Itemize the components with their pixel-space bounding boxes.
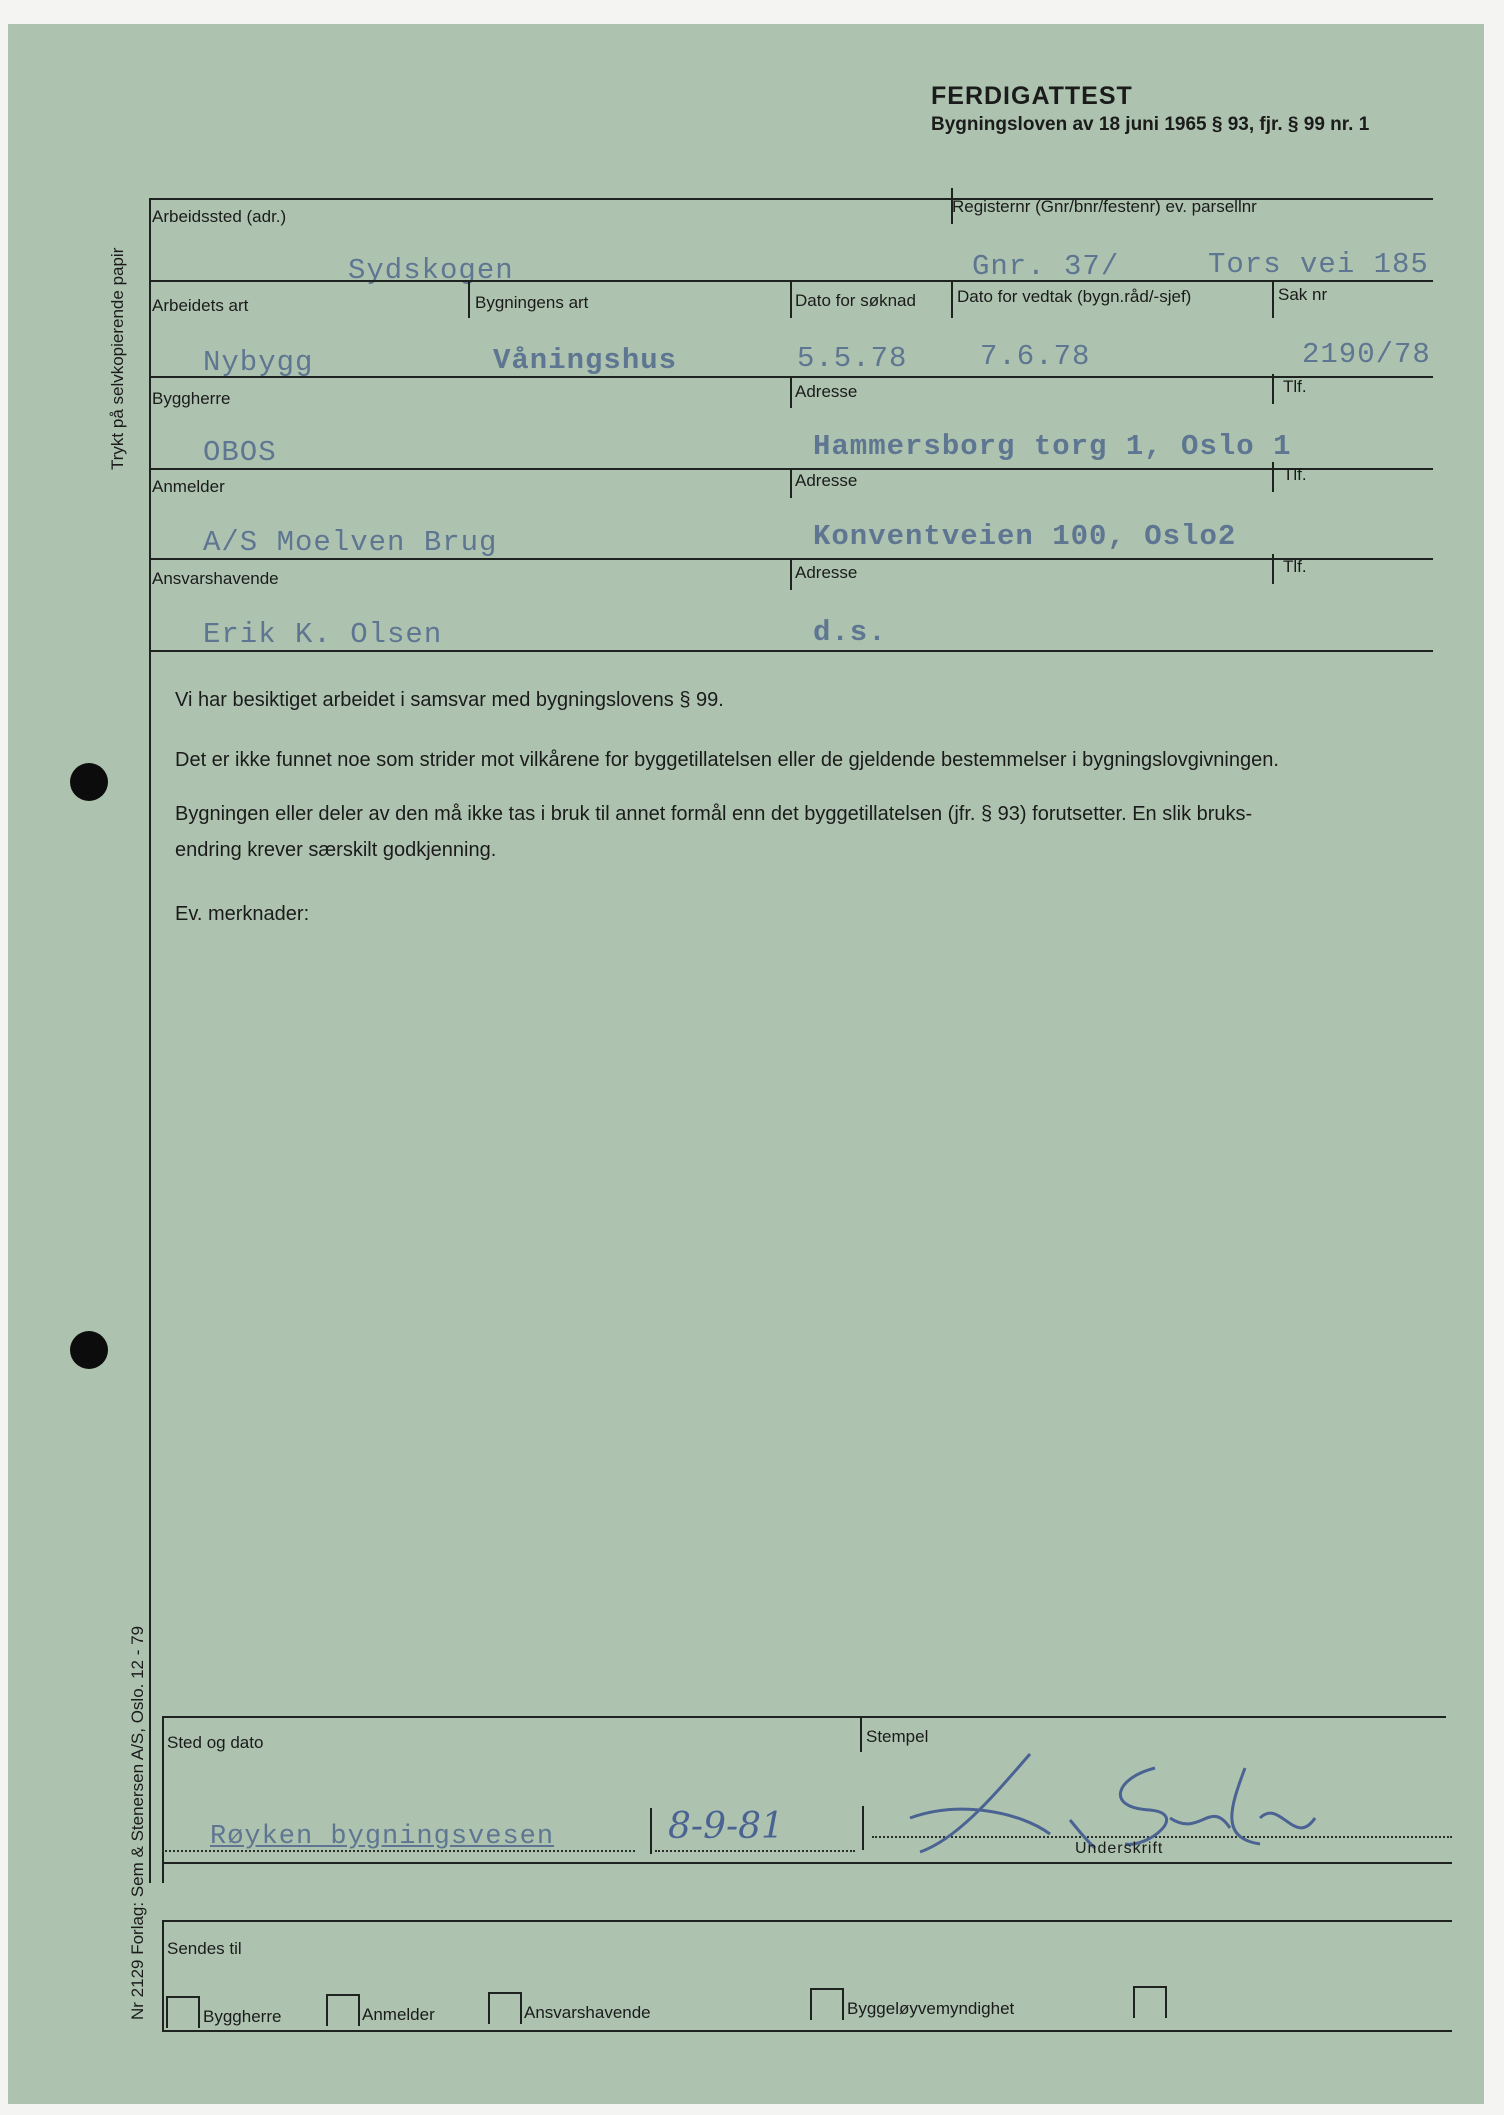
side-text-top: Trykt på selvkopierende papir xyxy=(108,247,127,470)
rule-sendes-bottom xyxy=(162,2030,1452,2032)
checkbox-blank[interactable] xyxy=(1133,1986,1167,2018)
label-dato-soknad: Dato for søknad xyxy=(795,291,916,310)
rule-v xyxy=(650,1808,652,1854)
label-option-byggherre: Byggherre xyxy=(203,2007,282,2026)
rule-v xyxy=(951,282,953,318)
rule-v xyxy=(1272,282,1274,318)
value-arbeidets-art: Nybygg xyxy=(203,346,314,379)
label-option-byggeloyvemyndighet: Byggeløyvemyndighet xyxy=(847,1999,1015,2018)
label-merknader: Ev. merknader: xyxy=(175,903,310,925)
label-byggherre-tlf: Tlf. xyxy=(1283,377,1307,396)
label-byggherre-adresse: Adresse xyxy=(795,382,858,401)
label-underskrift: Underskrift xyxy=(1075,1840,1164,1857)
value-byggherre-adresse: Hammersborg torg 1, Oslo 1 xyxy=(813,430,1292,463)
value-byggherre: OBOS xyxy=(203,436,277,469)
value-arbeidssted: Sydskogen xyxy=(348,254,514,287)
label-ansvarshavende-adresse: Adresse xyxy=(795,563,858,582)
form-subtitle: Bygningsloven av 18 juni 1965 § 93, fjr. § 99 nr. 1 xyxy=(931,114,1370,135)
value-bygningens-art: Våningshus xyxy=(493,344,678,377)
label-registernr: Registernr (Gnr/bnr/festenr) ev. parsellnr xyxy=(952,197,1257,216)
rule-v xyxy=(162,1920,164,2030)
label-ansvarshavende-tlf: Tlf. xyxy=(1283,557,1307,576)
rule-v xyxy=(862,1806,864,1850)
rule-row5 xyxy=(149,650,1433,652)
value-sted: Røyken bygningsvesen xyxy=(210,1822,555,1852)
value-ansvarshavende: Erik K. Olsen xyxy=(203,618,443,651)
rule-v xyxy=(162,1716,164,1883)
checkbox-byggeloyvemyndighet[interactable] xyxy=(810,1988,844,2020)
label-option-anmelder: Anmelder xyxy=(362,2005,435,2024)
label-anmelder-tlf: Tlf. xyxy=(1283,465,1307,484)
form-left-border xyxy=(149,198,151,1883)
checkbox-byggherre[interactable] xyxy=(166,1996,200,2028)
label-arbeidssted: Arbeidssted (adr.) xyxy=(152,207,287,226)
statement-no-conflict: Det er ikke funnet noe som strider mot vilkårene for byggetillatelsen eller de gjeldende bestemmelser i bygningslovgivningen. xyxy=(175,749,1279,771)
label-arbeidets-art: Arbeidets art xyxy=(152,296,249,315)
label-sak-nr: Sak nr xyxy=(1278,285,1328,304)
line-sted xyxy=(162,1850,635,1852)
side-text-bottom: Nr 2129 Forlag: Sem & Stenersen A/S, Oslo. 12 - 79 xyxy=(128,1625,147,2020)
label-dato-vedtak: Dato for vedtak (bygn.råd/-sjef) xyxy=(957,287,1192,306)
rule-v xyxy=(1272,554,1274,584)
value-registernr: Gnr. 37/ xyxy=(972,250,1120,283)
rule-v xyxy=(790,468,792,498)
value-sak-nr: 2190/78 xyxy=(1302,338,1431,371)
value-dato-soknad: 5.5.78 xyxy=(797,342,908,375)
punch-hole-top xyxy=(70,763,108,801)
label-anmelder-adresse: Adresse xyxy=(795,471,858,490)
statement-inspection: Vi har besiktiget arbeidet i samsvar med bygningslovens § 99. xyxy=(175,689,724,711)
value-dato-vedtak: 7.6.78 xyxy=(980,340,1091,373)
value-anmelder-adresse: Konventveien 100, Oslo2 xyxy=(813,520,1237,553)
statement-usage-cont: endring krever særskilt godkjenning. xyxy=(175,839,497,861)
rule-v xyxy=(790,560,792,590)
rule-v xyxy=(1272,462,1274,492)
checkbox-ansvarshavende[interactable] xyxy=(488,1992,522,2024)
rule-sig-bottom xyxy=(162,1862,1452,1864)
rule-v xyxy=(1272,374,1274,404)
label-option-ansvarshavende: Ansvarshavende xyxy=(524,2003,651,2022)
label-ansvarshavende: Ansvarshavende xyxy=(152,569,279,588)
line-dato xyxy=(655,1850,855,1852)
statement-usage: Bygningen eller deler av den må ikke tas i bruk til annet formål enn det byggetillatelsen (jfr. § 93) forutsetter. En slik bruks- xyxy=(175,803,1253,825)
label-stempel: Stempel xyxy=(866,1727,929,1746)
checkbox-anmelder[interactable] xyxy=(326,1994,360,2026)
label-bygningens-art: Bygningens art xyxy=(475,293,589,312)
value-ansvarshavende-adresse: d.s. xyxy=(813,616,887,649)
value-anmelder: A/S Moelven Brug xyxy=(203,526,498,559)
rule-sig-top xyxy=(162,1716,1446,1718)
label-sted-og-dato: Sted og dato xyxy=(167,1733,264,1752)
rule-v xyxy=(790,282,792,318)
label-anmelder: Anmelder xyxy=(152,477,225,496)
label-sendes-til: Sendes til xyxy=(167,1939,242,1958)
label-byggherre: Byggherre xyxy=(152,389,231,408)
rule-v xyxy=(790,378,792,408)
punch-hole-bottom xyxy=(70,1331,108,1369)
rule-v xyxy=(860,1716,862,1752)
value-registernr-2: Tors vei 185 xyxy=(1208,248,1429,281)
form-title: FERDIGATTEST xyxy=(931,82,1133,110)
rule-v xyxy=(468,282,470,318)
rule-sendes-top xyxy=(162,1920,1452,1922)
value-dato: 8-9-81 xyxy=(668,1806,784,1847)
